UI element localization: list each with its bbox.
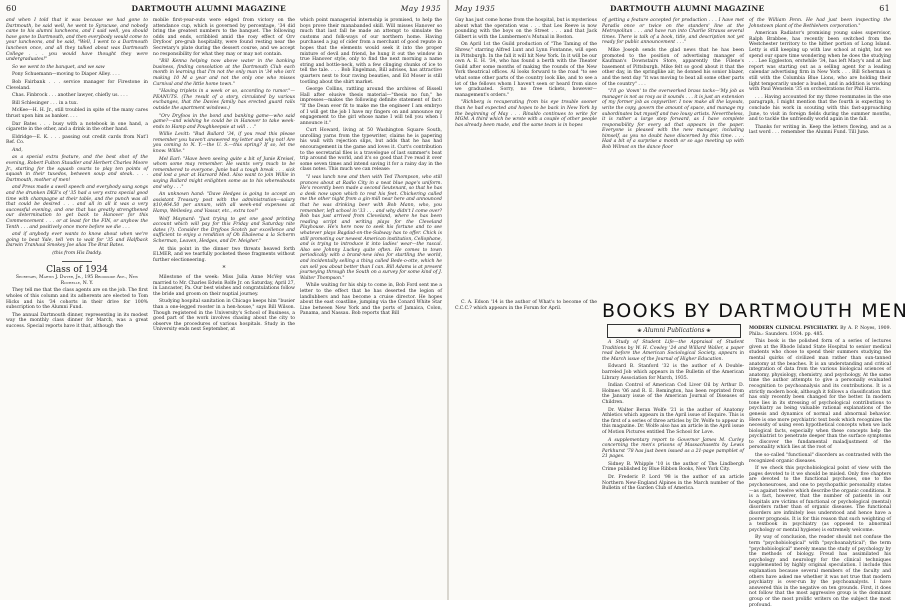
paragraph: A supplementary report to Governor James M. Curley concerning the men's prisons of Massachusetts by Lewis Parkhurst '78 has just been issued as a 21-page pamphlet of 21 pages. [602,437,744,460]
section-asterisk: * [222,265,226,273]
paragraph: By way of conclusion, the reader should not confuse the term "psychobiological" with "psychoanalytical"; the term "psychobiological" merely means the study of psychology by the methods of biology. Freud has assimilated his psychology and neurology for the clinical techniques supplemented by highly original speculation. I include this explanation because several members of the faculty and others have asked me whether it was not true that modern psychiatry is over-run by the psychoanalysts. I have answered this in the negative on ten grounds. First, it does not follow that the most aggressive group is the dominant group or the most prolific writers on the subject the most profound. [749,535,891,608]
paragraph: as a special extra feature, and the best shot of the evening, Robert Fulton Staudler and Herbert Charles Moore Jr., starting for the squash courts to play ten points of squash in their tuxedos, between soup and steak. . . . Dartmouth, mother of men! [6,155,148,183]
left-column-1 [6,18,148,596]
paragraph: A Study of Student Life—the Appraisal of Student Traditions by W. H. Cowley '24 and Willard Waller, a paper read before the American Sociological Society, appears in the March issue of the Journal of Higher Education. [602,340,744,362]
right-column-3-upper [749,18,891,298]
paragraph: Gay has just come home from the hospital, but is mysterious about what the operation was . . . that Les Reeve is now pounding with the boys on the Street . . . and that Jack Gilbert is with the Lumbermen's Mutual in Boston. [455,18,597,40]
class-heading: Class of 1934 [46,264,108,275]
right-page-number: 61 [879,4,890,13]
paragraph: Edward B. Stanford '32 is the author of A Double-barreled Job which appears in the Bulletin of the American Library Association for March, 1935. [602,364,744,381]
paragraph: Studying hospital sanitation in Chicago keeps him "busier than a one-legged rooster in a hen-house," says Bill Wilson. Though registered in the University's School of Business, a good part of the work involves chasing about the city to observe the procedures of various hospitals. Study in the University ends next September, at [153,299,295,333]
paragraph: Wolf Maynard: "Just trying to get one good printing account which will pay for this Friday and Saturday nite dates (?). Consider the Dryfoos Scotch par excellence and sufficient to enjoy a rendition of Oh Ebaleena a la Scherm Scherman, Leaven, Hedges, and Dr. Meigher." [153,216,295,244]
paragraph: "I was lunch now and then with Ted Thompson, who still prances about at Radio City in a neat blue page's uniform. He's recently been made a second lieutenant, so that he has a desk now upon which to rest his feet. Chickering called me the other night from a gin-mill near here and announced that he was drinking beer with Bob Mann, who, you remember, left school in '33 . . . and why didn't I come over? Bob has just arrived from Cleveland, where he has been reading script and writing plays for the Cleveland Playhouse. He's here now to seek his fortune and to see whatever plays Bagdad-on-the-Subway has to offer. Chick is still promoting our newest American institution, Cellophane, and is trying to introduce it into ladies' wear—the rascal. Also see Johnny Luckey quite often. He comes to town periodically with a brand-new idea for startling the world, and incidentally selling a thing called Bede-o-otte, which he can sell you about better than I can. Bill Adams is at present journeying through the South on a survey for some kind of J. Walter Thompson." [300,175,442,281]
paragraph: which point managerial internship is promised, to help the boys prove their manabanded skill. Will misses Hanover so much that last fall he made an attempt to simulate the customs and folk-ways of our northern home. Having purchased a jug of cider from a merchant of good repute in hopes that the elements would seek it into the proper mixture of devil and friend, he hung it out the window in true Hanover style, only to find the next morning a name string and bottle-neck, with a few clinging chunks of ice to tell the tale. . . . Bob Engelman, Bill advises, has attractive quarters next to four raving beauties, and Ed Moser is still tootling about the shirt market. [300,18,442,85]
paragraph: of getting a feature accepted for production . . . I have met Paradis once or twice on the standers' line at the Metropolitan . . . and have run into Charlie Strauss several times. There is talk of a book, title, and description not yet ready for public announcement . . ." [602,18,744,46]
paragraph: Sidney B. Whipple '10 is the author of The Lindbergh Crime published by Blue Ribbon Books, New York City. [602,461,744,473]
paragraph: Thanks for writing in. Keep the letters flowing, and as a last word . . . remember the Alumni Fund. Till June. [749,124,891,136]
paragraph: George Collins, rattling around the archives of Bissell Hall after elusive thesis material—"thesis no fun," he impresses—makes the following definite statement of fact: "If the Dean ever fit to make me the engineer I am embryo of I will get the job I have my fingers on and announce my engagement to the girl whose name I will tell you when I announce it." [300,87,442,126]
paragraph: C. A. Edson '14 is the author of What's to become of the C.C.C.? which appears in the Forum for April. [455,300,597,311]
paragraph: Dr. Frederic P. Lord '98 is the author of an article Northern New-England Alpines in the March number of the Bulletin of the Garden Club of America. [602,475,744,492]
paragraph: Mike Joseph sends the glad news that he has been promoted to the position of advertising manager of Kaufman's Downstairs Store, apparently the Filene's basement of Pittsburgh. Mike felt so good about it that the other day, in the springlike air, he donned his sonior blazer, and the next day "it was moving to beat all some other parts of the country" . . . [602,47,744,87]
paragraph: This book is the polished form of a series of lectures given at the Rhode Island State Hospital to senior medical students who chose to spend their summers studying the mental quirks of civilized man rather than sun-tanned anatomy at the beaches. It is an understanding and critical integration of data from the various biological sciences of anatomy, physiology, chemistry, and psychology. At the same time the author attempts to give a personally evaluated recognition to psychoanalysis and its contributions. It is a strictly modern book, although it follows a classification that has only recently been changed for the better. In modern tone lies in its stressing of psychological contributions to psychiatry as being valuable rational explanations of the genesis and dynamics of normal and abnormal behavior. Here is one more psychiatric text book which recognizes the necessity of using even hypothetical concepts when we lack biological facts, especially when these concepts help the psychiatrist to penetrate deeper than the surface symptoms to discover the fundamental maladjustment of the personality which lies at the root of [749,339,891,451]
paragraph: Willie Levitt: "Bud Ballard '34, if you read this please remember you haven't answered my letter and why not! Are you coming to N. Y.—the U. S.—this spring? If so, let me know. Willie." [153,132,295,155]
paragraph: While waiting for his ship to come in, Bob Ford sent me a letter to the effect that he has deserted the legion of landlubbers and has become a cruise director. He hopes about the east coastline, jumping via the Conard White Star Line between New York and the ports of Jamaica, Colon, Panama, and Nassau. Bob reports that Bill [300,283,442,317]
paragraph: If we check this psychobiological point of view with the pages devoted to it we should be misled. Only five chapters are devoted to the functional psychoses, one to the psychoneuroses, and one to psychopathic personality states—as against twelve which describe the organic conditions. It is a fact, however, that the number of patients in our hospitals are victims of functional or psychological (mental) disorders rather than of organic diseases. The functional disorders are infinitely less understood and hence have a poorer prognosis. It is for this reason that such weighting of a textbook in psychiatry (as opposed to abnormal psychology or mental hygiene) is extremely welcome. [749,466,891,533]
paragraph: of the William Penn. He had just been inspecting the Johnstown plant of the Bethlehem corporation." [749,18,891,29]
paragraph: Chas. Finbrock . . . another lawyer, chiefly us. . . . [12,93,128,99]
right-column-2-lower [602,340,744,596]
paragraph: Bob Fairbank . . . service manager for Firestone in Cleveland. [6,79,148,91]
paragraph: . . . Having accounted for my three roommates in the one paragraph, I might mention that the fourth is expecting to conclude his work in scouting with this fast-approaching June, to visit in foreign fields during the summer months, and to tackle the unfriendly world again in the fall. [749,94,891,123]
paragraph: On April 1st the Guild production of "The Taming of the Shrew," starring Alfred Lunt and Lynn Fontanne, will open in Pittsburgh. In the fall it will hit New York. In it will be our own A. E. H. '34, who has found a berth with the Theater Guild after some months of making the rounds of the New York theatrical offices. Al looks forward to the road "to see what some other parts of the country look like, and to see a lot of the fellows whom I haven't seen or heard from since we graduated. Sorry, no free tickets, however—management's orders." [455,42,597,98]
paragraph: "Having triplets in a week or so, according to rumor."—PEANUTS. (The result of a story, circulated by various exchanges, that the Davies family has erected guard rails outside the apartment windows.) [153,89,295,111]
paragraph: Dar Bates . . . busy with a notebook in one hand, a cigarette in the other, and a drink in the other hand. [6,121,148,133]
right-date: May 1935 [455,4,496,13]
paragraph: So we went to the banquet, and we saw [12,64,105,70]
paragraph: and Press made a swell speech and everybody sang songs and the drunken DKE's of '35 had a very extra special good time with champagne at their table, and the punch was all that could be desired . . . and all in all it was a very successful evening, and one that has greatly strengthened our determination to get back to Hanover for this Commencement . . . or at least for the FIN, or anyhow the Tenth . . . and positively once more before we die . . . [6,185,148,230]
paragraph: An unknown hand: "Dave Hedges is going to accept an assistant Treasury post with the administration—salary $10,464.50 per annum, with all week-end expenses at Hamp, Wellesley, and Vassar, etc., extra too!" [153,192,295,214]
left-running-head [6,4,441,16]
alumni-publications-box [607,324,741,338]
class-secretary: Secretary, Martin J. Dwyer, Jr., 195 Brookside Ave., New Rochelle, N. Y. [15,275,139,286]
paragraph: "I'll go 'down' to the overworked brass tacks—'My job as manager is not as rosy as it sounds . . . it is just an extension of my former job as copywriter. I now make all the layouts, write the copy, govern the amount of space, and manage my subordinates but myself and two lousy artists. Nevertheless, it is rather a large step forward, as I have complete responsibility for every ad that appears in the paper. Everyone is pleased with the new manager, including himself, as you no doubt have discerned by this time. . . . Had a bit of a surprise a month or so ago meeting up with Bob Wilmot on the dance floor [602,89,744,151]
paragraph: Eldridge—E. K. . . . passing out credit cards from Nat'l Ref. Co. [6,134,148,146]
review-title: MODERN CLINICAL PSYCHIATRY. [749,326,839,331]
right-column-2-upper [602,18,744,298]
right-page [449,0,908,608]
left-column-2 [153,18,295,596]
right-running-head [455,4,890,16]
paragraph: They tell me that the class agents are on the job. The first wholes of this column and its adherents are elected to Tom Hicks and his '34 cohorts in their drive for 100% subscription to the Alumni Fund. [6,288,148,311]
left-page-number: 60 [6,4,17,13]
paragraph: Dr. Walter Beran Wolfe '21 is the author of Anatomy Athletics which appears in the April issue of Esquire. This is the first of a series of three articles by Dr. Wolfe to appear in this magazine. Dr. Wolfe also has an article in the April issue of Motion Pictures entitled The School for Love. [602,407,745,435]
ornament-icon: ❀ [637,328,642,334]
paragraph: and when I told that it was because we had gone to Dartmouth, he said well, he went to Syracuse, and nobody came to his alumni luncheons, and I said well, you should have gone to Dartmouth, and then everybody would come to your luncheons, and he said, "Well, I went to a Dartmouth luncheon once, and all they talked about was Dartmouth College . . . you would have thought they were undergraduates!" [6,18,148,63]
paragraph: "Orv Dryfoos in the bond and banking game—who said game?—and wishing he could be in Hanover to take week-ends to Hamp and Poughkeepsie at will . . ." [153,113,295,130]
right-column-1-lower [455,300,597,596]
paragraph: At this point in the dinner two threats heaved forth ELMER, and we tearfully pocketed these fragments without further electioneering. [153,246,295,263]
paragraph: The annual Dartmouth dinner, representing in its modest way the monthly class dinner for March, was a great success. Special reports have it that, although the [6,312,148,329]
paragraph: mobile first-year-outs were edged from victory on the attendance cup, which is governed by percentage, '34 did bring the greatest numbers to the banquet. The following odds and ends, scribbled amid the rosy effect of Orv Dryfoos' pre-grub hospitality, were found resting near the Secretary's plate during the dessert course, and we accept no responsibility for what they may or may not contain. [153,18,295,57]
paragraph: the so-called "functional" disorders as contrasted with the recognized organic diseases. [749,453,891,464]
ornament-icon: ❀ [706,328,711,334]
paragraph: Mel Earl: "Have been seeing quite a bit of Junie Kreisel, whom some may remember. He wants very much to be remembered to everyone. Junie had a tough break . . . sick and lost a year at Harvard Med. Also want to join Willie in saying Ballard might enlighten some as to his whereabouts and why . . ." [153,156,295,190]
signature: (this from His Daddy. [52,250,102,256]
paragraph: "Richberg is recuperating from his eye trouble sooner than he had expected and hopes to be back in New York by the beginning of May . . . Rinaldo continues to write for MGM. A third which he wrote with a couple of other people has already been made, and the same team is in hopes [455,100,597,128]
left-running-title: DARTMOUTH ALUMNI MAGAZINE [131,4,287,13]
right-column-3-lower [749,326,891,608]
paragraph: Bill Schlesinger . . . in a tux. [12,100,78,106]
review-heading [749,326,891,337]
right-running-title: DARTMOUTH ALUMNI MAGAZINE [609,4,765,13]
paragraph: American Radiator's promising young sales supervisor, Ralph Brabbee, has recently been switched from the Westchester territory to the hither portion of Long Island. Letty is still keeping up with law school at night, but we spend our spare time wondering when he does the studying . . . Lee Eggleston, erstwhile '34, has left Macy's and at last report was starting out as a selling agent for a leading calendar advertising firm in New York . . . Bill Scherman is still with the Columbia Blue Lions, who are holding their light temporarily under a bushel, and in addition is working with Paul Wenstein '35 on orchestrations for Phil Harris. [749,31,891,93]
divider [62,261,92,262]
paragraph: Milestone of the week: Miss Julia Anne McVey was married to Mr. Charles Edwin Rolfe Jr. on Saturday, April 27, in Lancaster, Pa. Our best wishes and congratulations follow the bride and groom on their nuptial journey. [153,274,295,297]
left-page [0,0,447,600]
books-heading: BOOKS BY DARTMOUTH MEN [602,300,908,322]
left-column-3 [300,18,442,596]
right-column-1-upper [455,18,597,298]
paragraph: And, [12,147,23,153]
paragraph: McKee—H. H. Jr., still troubled in spite of the many cares thrust upon him as banker. . . . [6,108,148,119]
paragraph: Curt Howard, living at 50 Washington Square South, unrolling yarns from the typewriter, claims he is papering his wall with rejection slips, but adds that he has had encouragement in the game and loves it. Curt's contribution to the secretarial files is a travelogue of last summer's boat trip around the world, and it's so good that I've read it over some seven times and intend saving it for a rainy day in the class notes. This much we can release: [300,128,442,173]
paragraph: Indian Control of American Cod Liver Oil by Arthur D. Holmes '06 and R. E. Remington, has been reprinted from the January issue of the American Journal of Diseases of Children. [602,383,744,405]
review-byline: By A. P. Noyes, 1909. Phila.: Saunders. 1934. pp. 485. [749,326,891,337]
paragraph: Pony Schuemann—moving to Diaper Alley. . . . [12,72,120,78]
alumni-publications-label: Alumni Publications [643,327,705,334]
paragraph: "Bill Kenna helping now above water in the banking business, finding consolation at the Dartmouth Club each month in learning that I'm not the only man in '34 who isn't making 10 M a year and not the only one who misses Carnival and the little home town." [153,59,295,87]
left-date: May 1935 [400,4,441,13]
paragraph: and if anybody ever wants to know about when we're going to beat Yale, tell 'em to wait for '35 and Halfback Darwin Tranhaul Smokey Joe alias The Brat Bates. [6,232,148,249]
